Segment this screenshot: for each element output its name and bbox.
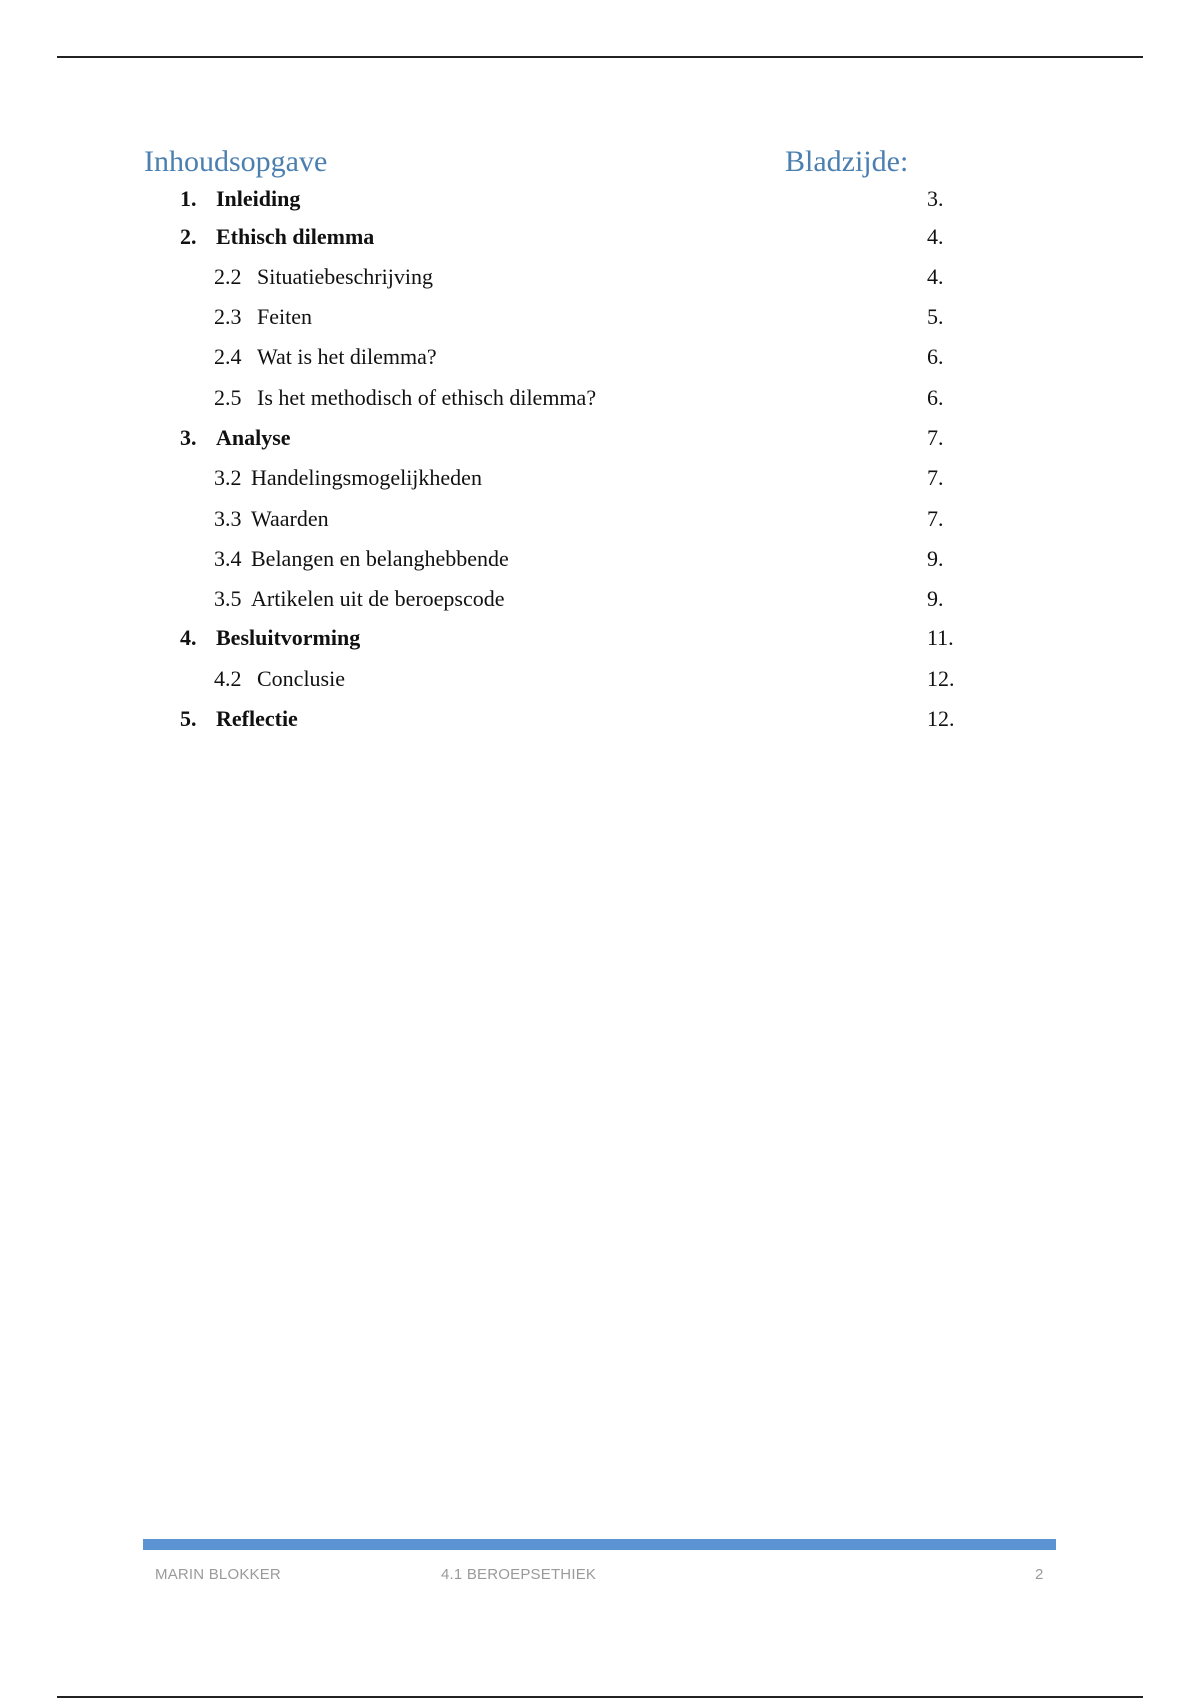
toc-page-column-label: Bladzijde: [785,145,909,178]
toc-entry-page: 9. [927,546,944,571]
toc-entry-label: Artikelen uit de beroepscode [251,586,505,611]
footer-accent-bar [143,1539,1056,1550]
footer-page-number: 2 [1035,1566,1044,1583]
toc-entry-label: Conclusie [257,666,345,691]
toc-entry-label: Inleiding [216,186,301,211]
toc-entry-number: 3.4 [214,546,242,571]
toc-entry-ethisch-dilemma[interactable] [0,222,1000,252]
toc-entry-page: 6. [927,385,944,410]
toc-heading [144,140,924,184]
toc-entry-number: 3.2 [214,465,242,490]
toc-entry-number: 2.4 [214,344,242,369]
toc-entry-page: 12. [927,706,955,731]
footer-author: MARIN BLOKKER [155,1566,281,1583]
toc-entry-page: 7. [927,506,944,531]
toc-entry-label: Is het methodisch of ethisch dilemma? [257,385,597,410]
toc-entry-waarden[interactable] [0,504,1000,534]
toc-entry-number: 2.5 [214,385,242,410]
toc-entry-label: Analyse [216,425,291,450]
toc-entry-label: Belangen en belanghebbende [251,546,509,571]
toc-entry-number: 3. [180,425,197,450]
toc-entry-number: 4.2 [214,666,242,691]
toc-entry-label: Wat is het dilemma? [257,344,437,369]
toc-entry-artikelen-beroepscode[interactable] [0,584,1000,614]
toc-entry-wat-is-het-dilemma[interactable] [0,342,1000,372]
toc-entry-page: 7. [927,425,944,450]
toc-entry-page: 11. [927,625,954,650]
toc-entry-methodisch-of-ethisch[interactable] [0,383,1000,413]
toc-entry-number: 2.2 [214,264,242,289]
toc-entry-number: 4. [180,625,197,650]
toc-entry-page: 7. [927,465,944,490]
toc-entry-page: 4. [927,264,944,289]
toc-entry-page: 5. [927,304,944,329]
toc-entry-label: Besluitvorming [216,625,361,650]
toc-entry-number: 3.5 [214,586,242,611]
toc-entry-situatiebeschrijving[interactable] [0,262,1000,292]
toc-entry-number: 5. [180,706,197,731]
toc-entry-belangen[interactable] [0,544,1000,574]
toc-entry-page: 4. [927,224,944,249]
toc-entry-number: 2. [180,224,197,249]
toc-entry-page: 6. [927,344,944,369]
toc-title: Inhoudsopgave [144,145,328,178]
toc-entry-number: 3.3 [214,506,242,531]
top-rule [57,56,1143,58]
toc-entry-label: Situatiebeschrijving [257,264,433,289]
toc-entry-label: Feiten [257,304,312,329]
toc-entry-inleiding[interactable] [0,184,1000,214]
toc-entry-label: Reflectie [216,706,298,731]
toc-entry-number: 2.3 [214,304,242,329]
toc-entry-page: 9. [927,586,944,611]
bottom-rule [57,1696,1143,1698]
toc-entry-analyse[interactable] [0,423,1000,453]
toc-entry-feiten[interactable] [0,302,1000,332]
toc-entry-conclusie[interactable] [0,664,1000,694]
toc-entry-page: 3. [927,186,944,211]
toc-entry-number: 1. [180,186,197,211]
footer-course-title: 4.1 BEROEPSETHIEK [441,1566,597,1583]
toc-entry-label: Ethisch dilemma [216,224,375,249]
toc-entry-reflectie[interactable] [0,704,1000,734]
toc-entry-handelingsmogelijkheden[interactable] [0,463,1000,493]
toc-entry-label: Handelingsmogelijkheden [251,465,482,490]
page-footer [0,1563,1200,1587]
toc-entry-besluitvorming[interactable] [0,623,1000,653]
toc-entry-page: 12. [927,666,955,691]
toc-entry-label: Waarden [251,506,329,531]
